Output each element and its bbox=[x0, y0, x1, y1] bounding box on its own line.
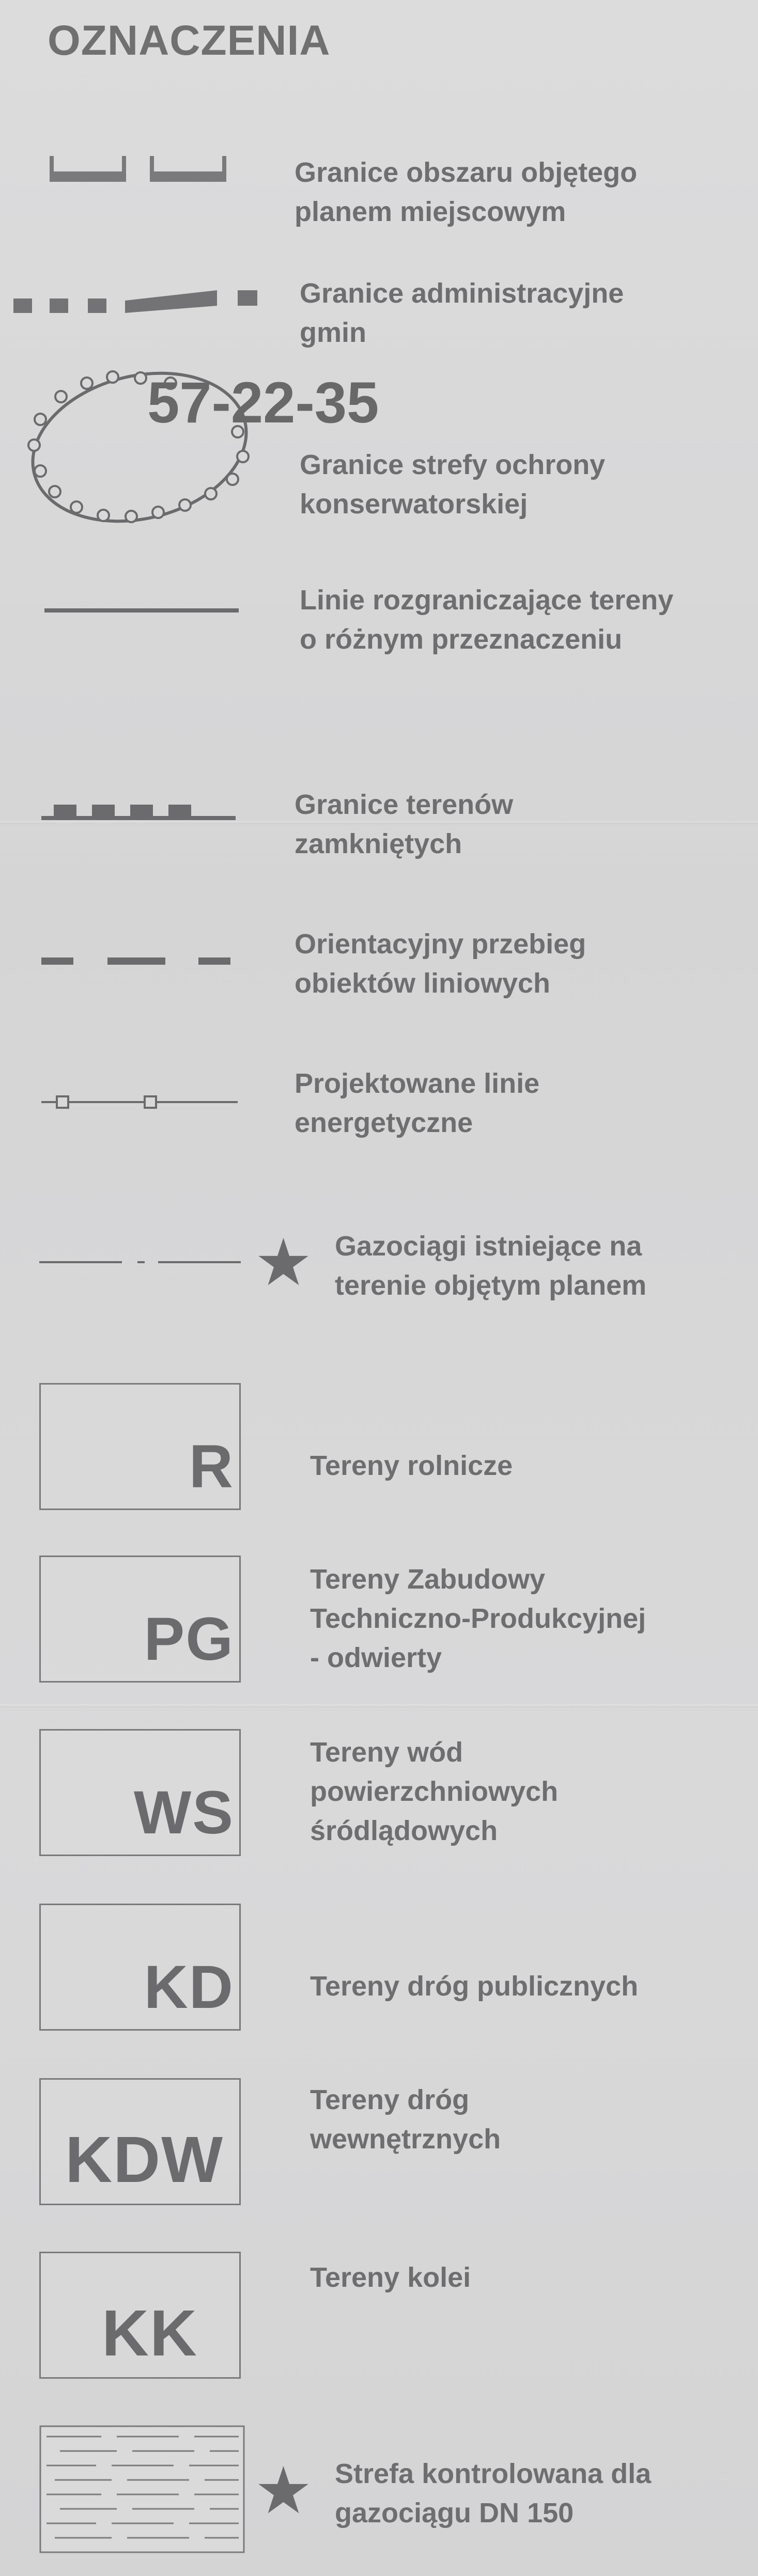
administrative-boundary-symbol bbox=[10, 283, 264, 324]
legend-label: terenie objętym planem bbox=[335, 1270, 647, 1301]
gas-pipeline-symbol bbox=[39, 1255, 246, 1270]
closed-area-symbol bbox=[41, 795, 238, 826]
zone-code: KD bbox=[144, 1953, 234, 2021]
legend-label: Granice terenów bbox=[295, 789, 514, 820]
zone-label: Tereny Zabudowy bbox=[310, 1564, 546, 1595]
star-icon: ★ bbox=[254, 2454, 313, 2527]
dashed-line-symbol bbox=[41, 950, 248, 971]
legend-label: Granice obszaru objętego bbox=[295, 157, 638, 188]
legend-label: obiektów liniowych bbox=[295, 968, 551, 999]
zone-code-box bbox=[39, 1383, 241, 1510]
zone-code-box bbox=[39, 1729, 241, 1856]
zone-label: Tereny wód bbox=[310, 1737, 463, 1768]
paper-fold bbox=[0, 1704, 758, 1707]
power-line-symbol bbox=[41, 1090, 248, 1116]
legend-label: o różnym przeznaczeniu bbox=[300, 624, 623, 655]
control-zone-label: Strefa kontrolowana dla bbox=[335, 2458, 652, 2489]
legend-label: Projektowane linie bbox=[295, 1068, 540, 1099]
legend-label: Orientacyjny przebieg bbox=[295, 929, 586, 960]
zone-label: Tereny dróg publicznych bbox=[310, 1971, 639, 2002]
legend-label: energetyczne bbox=[295, 1107, 473, 1138]
zone-label: śródlądowych bbox=[310, 1815, 498, 1846]
zone-code: WS bbox=[133, 1779, 234, 1847]
control-zone-hatched-box bbox=[39, 2425, 248, 2554]
zone-code: KDW bbox=[65, 2123, 224, 2196]
legend-label: gmin bbox=[300, 317, 366, 348]
zone-code-box bbox=[39, 2252, 241, 2379]
star-icon: ★ bbox=[254, 1226, 313, 1299]
legend-label: Granice administracyjne bbox=[300, 278, 624, 309]
zone-code-box bbox=[39, 1904, 241, 2031]
legend-label: Granice strefy ochrony bbox=[300, 449, 606, 480]
zone-label: Tereny kolei bbox=[310, 2262, 471, 2293]
legend-label: planem miejscowym bbox=[295, 196, 566, 227]
legend-label: zamkniętych bbox=[295, 828, 462, 859]
demarcation-line-symbol bbox=[44, 603, 241, 619]
legend-label: Linie rozgraniczające tereny bbox=[300, 585, 674, 616]
zone-code-box bbox=[39, 2078, 241, 2205]
legend-title: OZNACZENIA bbox=[48, 17, 331, 64]
zone-label: powierzchniowych bbox=[310, 1776, 559, 1807]
zone-label: Techniczno-Produkcyjnej bbox=[310, 1603, 646, 1634]
legend-label: Gazociągi istniejące na bbox=[335, 1231, 642, 1262]
plan-boundary-symbol bbox=[47, 150, 238, 191]
zone-label: wewnętrznych bbox=[310, 2124, 501, 2155]
zone-code: R bbox=[189, 1433, 234, 1501]
zone-code: PG bbox=[144, 1605, 234, 1673]
zone-label: Tereny rolnicze bbox=[310, 1450, 513, 1481]
control-zone-label: gazociągu DN 150 bbox=[335, 2498, 574, 2528]
zone-code-box bbox=[39, 1556, 241, 1683]
zone-label: - odwierty bbox=[310, 1642, 442, 1673]
zone-code: KK bbox=[102, 2297, 198, 2369]
conservation-zone-code: 57-22-35 bbox=[147, 370, 379, 435]
legend-label: konserwatorskiej bbox=[300, 489, 528, 520]
zone-label: Tereny dróg bbox=[310, 2084, 470, 2115]
